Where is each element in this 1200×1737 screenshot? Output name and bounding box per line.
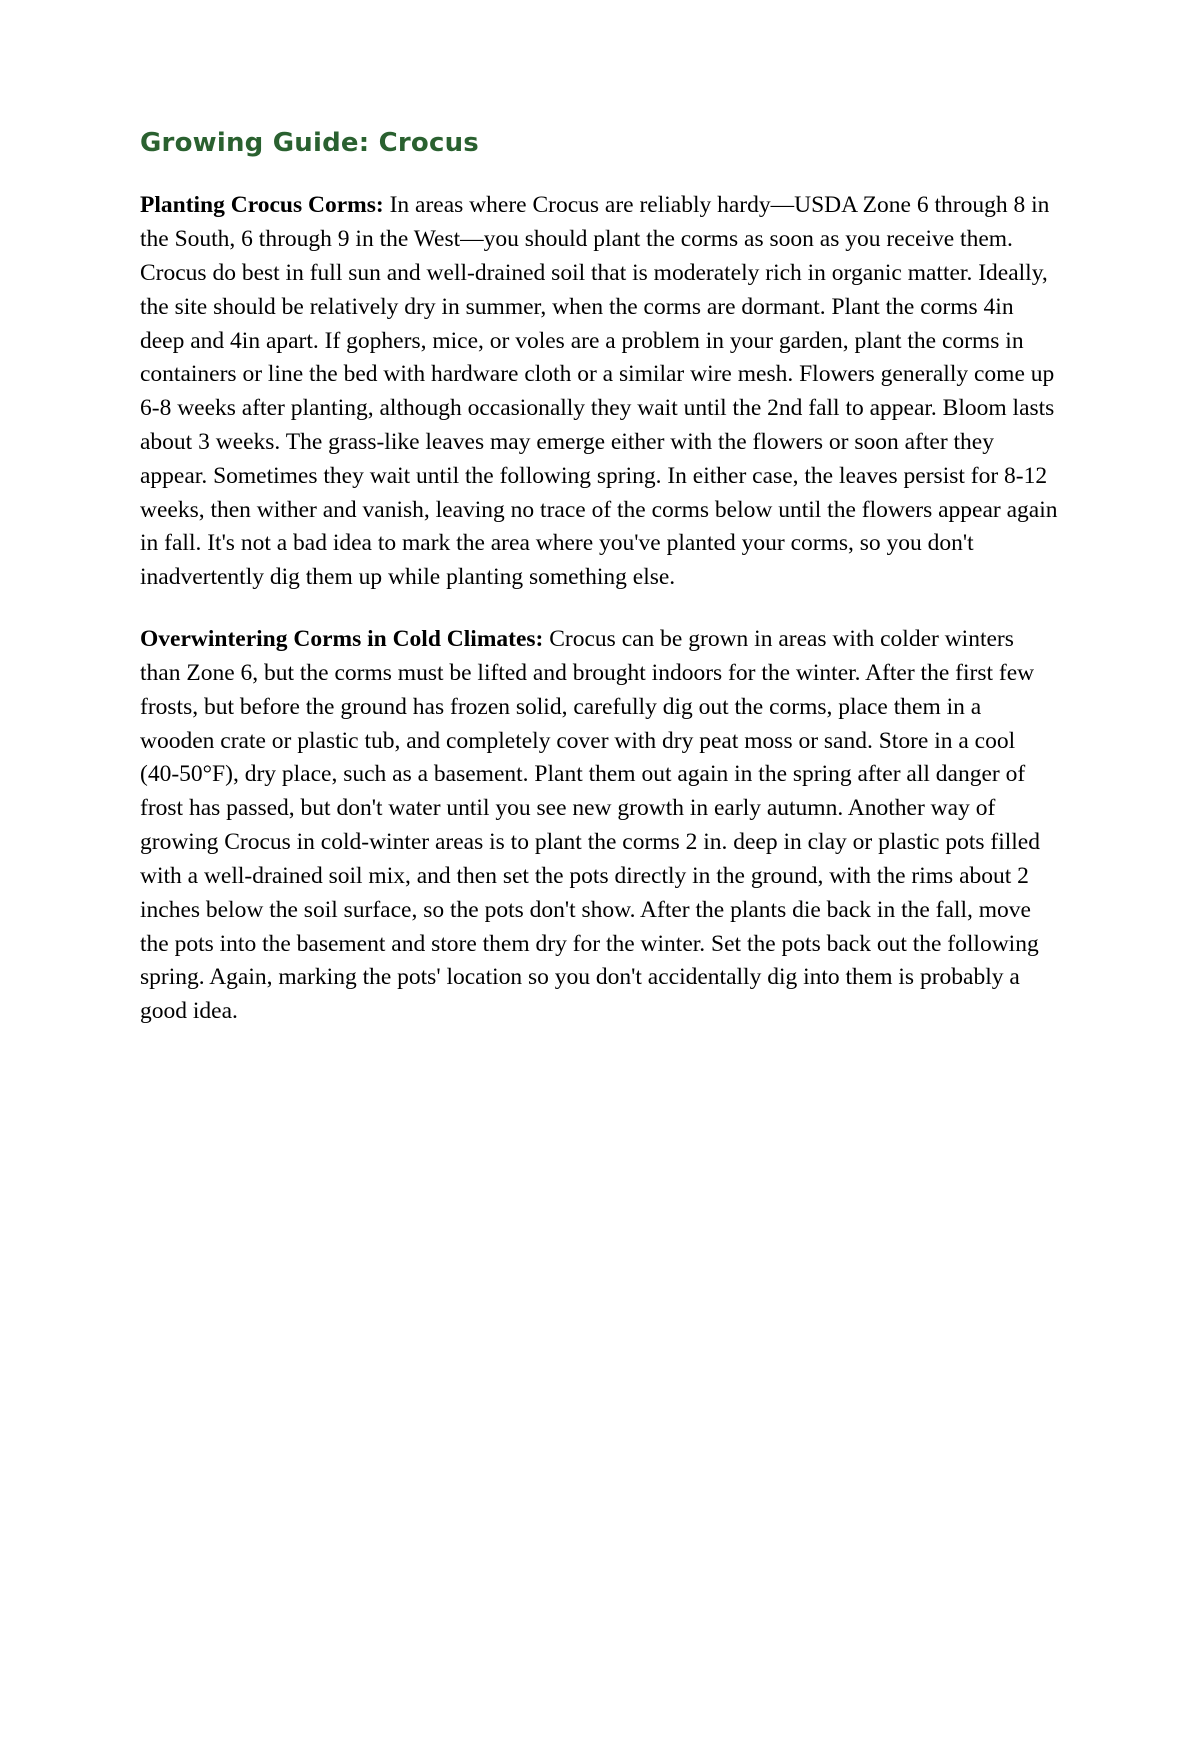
paragraph-heading-planting: Planting Crocus Corms: <box>140 192 384 219</box>
paragraph-heading-overwintering: Overwintering Corms in Cold Climates: <box>140 626 544 653</box>
paragraph-overwintering-corms <box>140 623 1060 1029</box>
page-title: Growing Guide: Crocus <box>140 128 479 158</box>
paragraph-body-planting: In areas where Crocus are reliably hardy—USDA Zone 6 through 8 in the South, 6 through 9 in the West—you should plant the corms as soon as you receive them. Crocus do best in full sun and well-drained soil that is moderately rich in organic matter. Ideally, the site should be relatively dry in summer, when the corms are dormant. Plant the corms 4in deep and 4in apart. If gophers, mice, or voles are a problem in your garden, plant the corms in containers or line the bed with hardware cloth or a similar wire mesh. Flowers generally come up 6-8 weeks after planting, although occasionally they wait until the 2nd fall to appear. Bloom lasts about 3 weeks. The grass-like leaves may emerge either with the flowers or soon after they appear. Sometimes they wait until the following spring. In either case, the leaves persist for 8-12 weeks, then wither and vanish, leaving no trace of the corms below until the flowers appear again in fall. It's not a bad idea to mark the area where you've planted your corms, so you don't inadvertently dig them up while planting something else. <box>140 192 1058 591</box>
page-whitespace <box>140 1057 1060 1677</box>
paragraph-body-overwintering: Crocus can be grown in areas with colder winters than Zone 6, but the corms must be lifted and brought indoors for the winter. After the first few frosts, but before the ground has frozen solid, carefully dig out the corms, place them in a wooden crate or plastic tub, and completely cover with dry peat moss or sand. Store in a cool (40-50°F), dry place, such as a basement. Plant them out again in the spring after all danger of frost has passed, but don't water until you see new growth in early autumn. Another way of growing Crocus in cold-winter areas is to plant the corms 2 in. deep in clay or plastic pots filled with a well-drained soil mix, and then set the pots directly in the ground, with the rims about 2 inches below the soil surface, so the pots don't show. After the plants die back in the fall, move the pots into the basement and store them dry for the winter. Set the pots back out the following spring. Again, marking the pots' location so you don't accidentally dig into them is probably a good idea. <box>140 626 1040 1025</box>
paragraph-planting-crocus-corms <box>140 189 1060 595</box>
